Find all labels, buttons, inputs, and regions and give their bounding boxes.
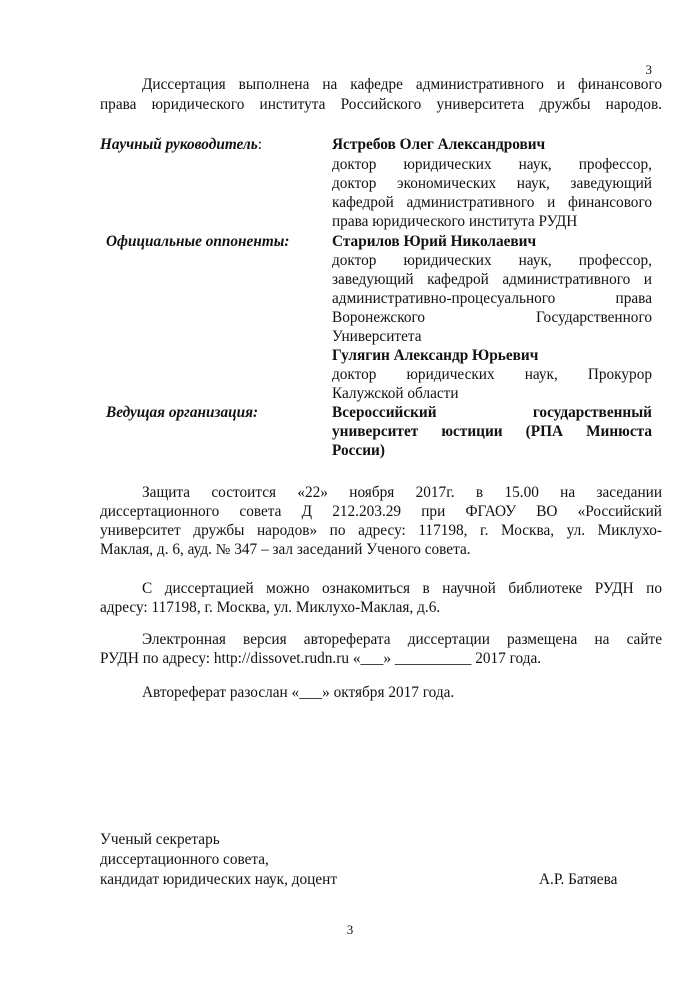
- leading-org-line: университет юстиции (РПА Минюста: [332, 423, 652, 440]
- supervisor-detail-line: кафедрой административного и финансового: [332, 194, 652, 211]
- sent-day-blank: ___: [299, 684, 323, 701]
- opponent-detail-line: заведующий кафедрой административного и: [332, 271, 652, 288]
- library-line: С диссертацией можно ознакомиться в научной библиотеке РУДН по: [142, 580, 662, 597]
- signature-name: А.Р. Батяева: [539, 871, 618, 888]
- signature-line: кандидат юридических наук, доцент: [100, 871, 338, 888]
- electronic-line-1: Электронная версия автореферата диссертации размещена на сайте: [142, 631, 662, 648]
- opponent-detail-line: доктор юридических наук, Прокурор: [332, 366, 652, 383]
- library-line: адресу: 117198, г. Москва, ул. Миклухо-Маклая, д.6.: [100, 599, 441, 616]
- supervisor-detail-line: права юридического института РУДН: [332, 213, 578, 230]
- supervisor-detail-line: доктор экономических наук, заведующий: [332, 175, 652, 192]
- opponent-detail-line: административно-процесуального права: [332, 290, 652, 307]
- intro-line-1: Диссертация выполнена на кафедре административного и финансового: [142, 76, 662, 93]
- page-number-top: 3: [645, 62, 652, 77]
- day-blank: ___: [360, 650, 384, 667]
- leading-org-label: Ведущая организация:: [106, 404, 259, 421]
- opponent-detail-line: доктор юридических наук, профессор,: [332, 252, 652, 269]
- supervisor-detail-line: доктор юридических наук, профессор,: [332, 156, 652, 173]
- leading-org-line: Всероссийский государственный: [332, 404, 652, 421]
- opponent-detail-line: Калужской области: [332, 385, 459, 402]
- signature-line: диссертационного совета,: [100, 851, 269, 868]
- opponent-detail-line: Университета: [332, 328, 422, 345]
- supervisor-name: Ястребов Олег Александрович: [332, 136, 546, 153]
- defense-line: Маклая, д. 6, ауд. № 347 – зал заседаний Ученого совета.: [100, 541, 471, 558]
- opponents-label: Официальные оппоненты:: [106, 233, 290, 250]
- opponent-name: Старилов Юрий Николаевич: [332, 233, 537, 250]
- defense-line: диссертационного совета Д 212.203.29 при ФГАОУ ВО «Российский: [100, 503, 662, 520]
- supervisor-label: Научный руководитель:: [100, 136, 263, 153]
- month-blank: __________: [394, 650, 472, 667]
- opponent-name: Гулягин Александр Юрьевич: [332, 347, 539, 364]
- defense-line: университет дружбы народов» по адресу: 117198, г. Москва, ул. Миклухо-: [100, 522, 662, 539]
- signature-line: Ученый секретарь: [100, 831, 220, 848]
- page-number-bottom: 3: [346, 922, 354, 937]
- electronic-line-2: РУДН по адресу: http://dissovet.rudn.ru «___» __________ 2017 года.: [100, 650, 542, 667]
- defense-line: Защита состоится «22» ноября 2017г. в 15.00 на заседании: [142, 484, 662, 501]
- intro-line-2: права юридического института Российского университета дружбы народов.: [100, 96, 662, 113]
- leading-org-line: России): [332, 442, 385, 459]
- opponent-detail-line: Воронежского Государственного: [332, 309, 652, 326]
- sent-line: Автореферат разослан «___» октября 2017 года.: [142, 684, 455, 701]
